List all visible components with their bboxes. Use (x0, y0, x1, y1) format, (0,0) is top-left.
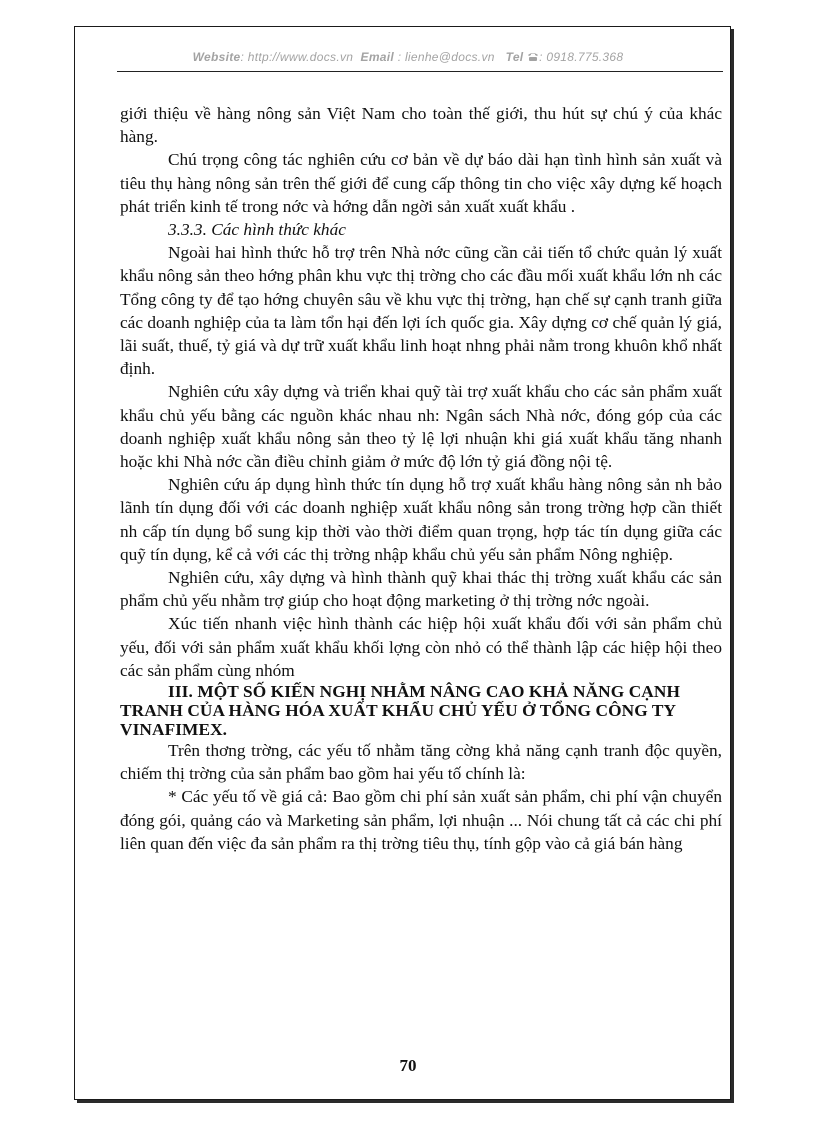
section-subheading: 3.3.3. Các hình thức khác (168, 220, 346, 240)
section-heading: III. MỘT SỐ KIẾN NGHỊ NHẰM NÂNG CAO KHẢ NĂNG CẠNH TRANH CỦA HÀNG HÓA XUẤT KHẨU CHỦ YẾU Ở TỔNG CÔNG TY VINAFIMEX. (120, 682, 681, 740)
tel-value: : 0918.775.368 (539, 50, 624, 64)
email-value: : lienhe@docs.vn (397, 50, 495, 64)
paragraph: Xúc tiến nhanh việc hình thành các hiệp hội xuất khẩu đối với sản phẩm chủ yếu, đối với sản phẩm xuất khẩu khối lợng còn nhỏ có thể thành lập các hiệp hội theo các sản phẩm cùng nhóm (120, 614, 722, 680)
paragraph: Trên thơng trờng, các yếu tố nhằm tăng cờng khả năng cạnh tranh độc quyền, chiếm thị trờng của sản phẩm bao gồm hai yếu tố chính là: (120, 741, 722, 784)
phone-icon (527, 51, 539, 65)
page-number: 70 (399, 1056, 417, 1075)
paragraph: Nghiên cứu, xây dựng và hình thành quỹ khai thác thị trờng xuất khẩu các sản phẩm chủ yếu nhằm trợ giúp cho hoạt động marketing ở thị trờng nớc ngoài. (120, 568, 722, 611)
paragraph: Ngoài hai hình thức hỗ trợ trên Nhà nớc cũng cần cải tiến tổ chức quản lý xuất khẩu nông sản theo hớng phân khu vực thị trờng cho các đầu mối xuất khẩu lớn nh các Tổng công ty để tạo hớng chuyên sâu về khu vực thị trờng, hạn chế sự cạnh tranh giữa các doanh nghiệp của ta làm tổn hại đến lợi ích quốc gia. Xây dựng cơ chế quản lý giá, lãi suất, thuế, tỷ giá và dự trữ xuất khẩu linh hoạt nhng phải nằm trong khuôn khổ nhất định. (120, 243, 722, 379)
paragraph: Chú trọng công tác nghiên cứu cơ bản về dự báo dài hạn tình hình sản xuất và tiêu thụ hàng nông sản trên thế giới để cung cấp thông tin cho việc xây dựng kế hoạch phát triển kinh tế trong nớc và hớng dẫn ngời sản xuất xuất khẩu . (120, 150, 722, 216)
paragraph: giới thiệu về hàng nông sản Việt Nam cho toàn thế giới, thu hút sự chú ý của khác hàng. (120, 104, 722, 147)
paragraph: Nghiên cứu xây dựng và triển khai quỹ tài trợ xuất khẩu cho các sản phẩm xuất khẩu chủ yếu bằng các nguồn khác nhau nh: Ngân sách Nhà nớc, đóng góp của các doanh nghiệp xuất khẩu nông sản theo tỷ lệ lợi nhuận khi giá xuất khẩu tăng nhanh hoặc khi Nhà nớc cần điều chỉnh giảm ở mức độ lớn tỷ giá đồng nội tệ. (120, 382, 722, 472)
tel-label: Tel (505, 50, 524, 64)
paragraph: Nghiên cứu áp dụng hình thức tín dụng hỗ trợ xuất khẩu hàng nông sản nh bảo lãnh tín dụng đối với các doanh nghiệp xuất khẩu nông sản trong trờng hợp cần thiết nh cấp tín dụng bổ sung kịp thời vào thời điểm quan trọng, hợp tác tín dụng giữa các quỹ tín dụng, kể cả với các thị trờng nhập khẩu chủ yếu sản phẩm Nông nghiệp. (120, 475, 722, 564)
website-label: Website (192, 50, 241, 64)
website-value: : http://www.docs.vn (240, 50, 354, 64)
email-label: Email (360, 50, 395, 64)
header-rule (117, 71, 723, 72)
document-body (120, 102, 722, 855)
paragraph: * Các yếu tố về giá cả: Bao gồm chi phí sản xuất sản phẩm, chi phí vận chuyển đóng gói, quảng cáo và Marketing sản phẩm, lợi nhuận ... Nói chung tất cả các chi phí liên quan đến việc đa sản phẩm ra thị trờng tiêu thụ, tính gộp vào cả giá bán hàng (120, 787, 722, 853)
page-header (0, 50, 816, 65)
